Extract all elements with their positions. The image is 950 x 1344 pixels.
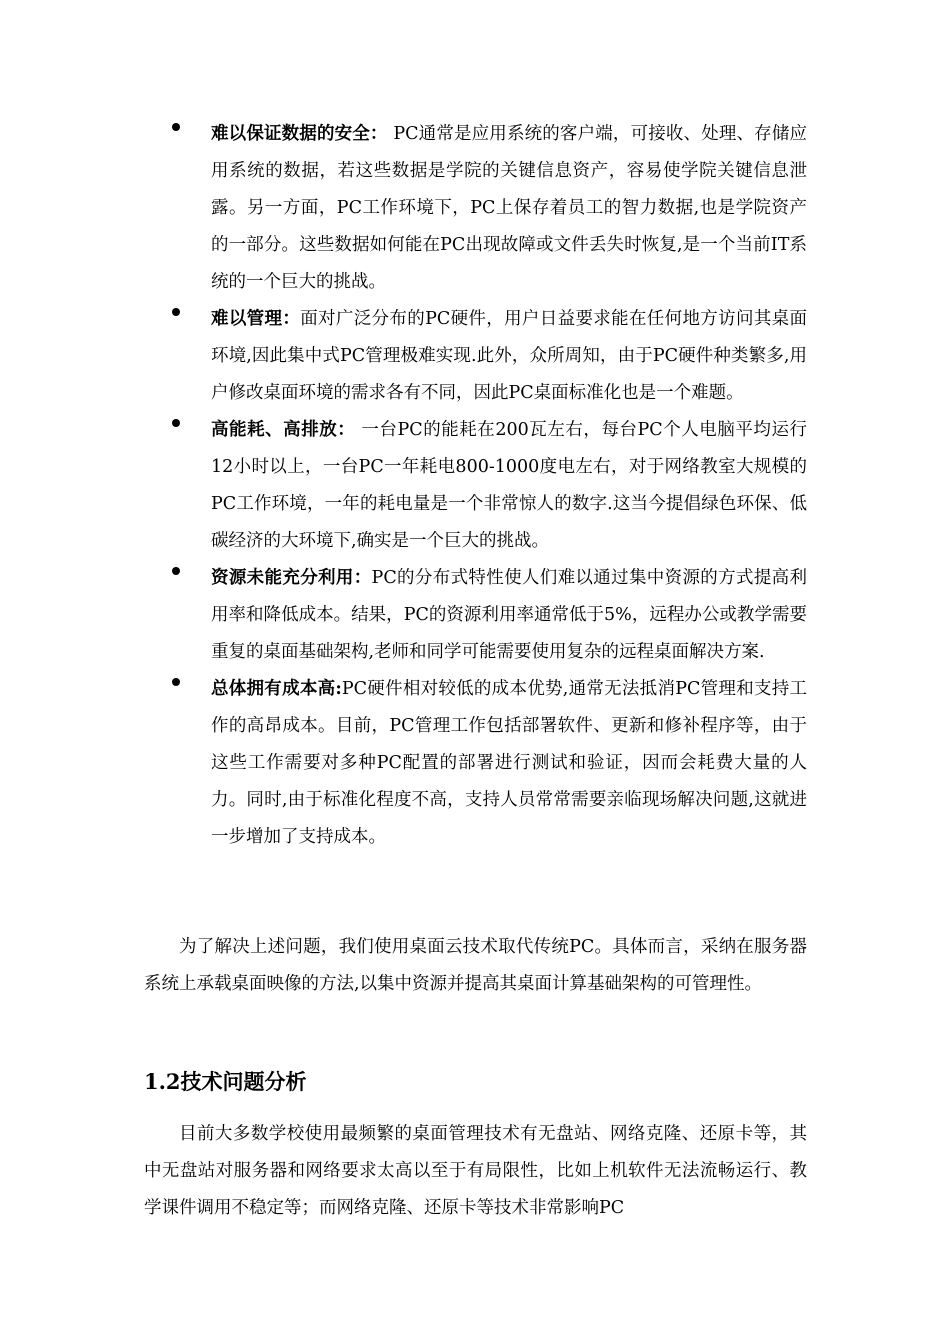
list-item-body: PC通常是应用系统的客户端，可接收、处理、存储应用系统的数据，若这些数据是学院的关键信息资产，容易使学院关键信息泄露。另一方面，PC工作环境下，PC上保存着员工的智力数据,也是学院资产的一部分。这些数据如何能在PC出现故障或文件丢失时恢复,是一个当前IT系统的一个巨大的挑战。 bbox=[211, 124, 808, 292]
list-item-text bbox=[211, 671, 807, 856]
list-item-lead: 高能耗、高排放： bbox=[211, 420, 356, 440]
bullet-icon bbox=[172, 308, 180, 316]
list-item-text bbox=[211, 560, 807, 671]
list-item-text bbox=[211, 412, 807, 560]
section-heading: 1.2技术问题分析 bbox=[144, 1069, 307, 1094]
section-paragraph: 目前大多数学校使用最频繁的桌面管理技术有无盘站、网络克隆、还原卡等，其中无盘站对服务器和网络要求太高以至于有局限性，比如上机软件无法流畅运行、教学课件调用不稳定等；而网络克隆、还原卡等技术非常影响PC bbox=[144, 1124, 807, 1218]
list-item-lead: 难以保证数据的安全： bbox=[211, 124, 388, 144]
list-item-body: PC硬件相对较低的成本优势,通常无法抵消PC管理和支持工作的高昂成本。目前，PC管理工作包括部署软件、更新和修补程序等，由于这些工作需要对多种PC配置的部署进行测试和验证，因而会耗费大量的人力。同时,由于标准化程度不高，支持人员常常需要亲临现场解决问题,这就进一步增加了支持成本。 bbox=[211, 679, 808, 847]
list-item bbox=[0, 560, 950, 671]
list-item-body: PC的分布式特性使人们难以通过集中资源的方式提高利用率和降低成本。结果，PC的资源利用率通常低于5%，远程办公或教学需要重复的桌面基础架构,老师和同学可能需要使用复杂的远程桌面解决方案. bbox=[211, 568, 807, 662]
bullet-icon bbox=[172, 123, 180, 131]
list-item-lead: 总体拥有成本高: bbox=[211, 679, 342, 699]
list-item bbox=[0, 412, 950, 560]
list-item bbox=[0, 116, 950, 301]
list-item-body: 面对广泛分布的PC硬件，用户日益要求能在任何地方访问其桌面环境,因此集中式PC管理极难实现.此外，众所周知，由于PC硬件种类繁多,用户修改桌面环境的需求各有不同，因此PC桌面标准化也是一个难题。 bbox=[211, 309, 808, 403]
list-item-text bbox=[211, 301, 807, 412]
list-item-lead: 资源未能充分利用： bbox=[211, 568, 372, 588]
bullet-icon bbox=[172, 419, 180, 427]
bullet-icon bbox=[172, 678, 180, 686]
list-item-text bbox=[211, 116, 807, 301]
list-item-lead: 难以管理： bbox=[211, 309, 301, 329]
problem-list bbox=[0, 116, 950, 856]
list-item bbox=[0, 301, 950, 412]
bullet-icon bbox=[172, 567, 180, 575]
summary-paragraph: 为了解决上述问题，我们使用桌面云技术取代传统PC。具体而言，采纳在服务器系统上承载桌面映像的方法,以集中资源并提高其桌面计算基础架构的可管理性。 bbox=[144, 937, 807, 994]
list-item-body: 一台PC的能耗在200瓦左右，每台PC个人电脑平均运行12小时以上，一台PC一年耗电800-1000度电左右，对于网络教室大规模的PC工作环境，一年的耗电量是一个非常惊人的数字.这当今提倡绿色环保、低碳经济的大环境下,确实是一个巨大的挑战。 bbox=[211, 420, 807, 551]
list-item bbox=[0, 671, 950, 856]
